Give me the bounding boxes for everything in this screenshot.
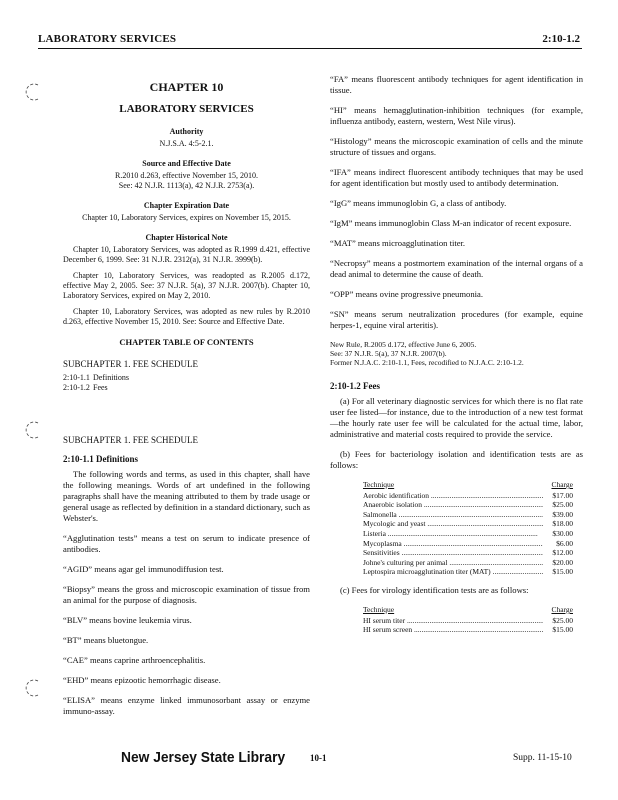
table-row [363,625,573,635]
table-row [363,529,573,539]
authority-heading: Authority [169,127,204,136]
left-column [63,74,310,726]
fees-paragraph-b: (b) Fees for bacteriology isolation and identification tests are as follows: [330,449,583,470]
definition-item: “SN” means serum neutralization procedures (for example, equine herpes-1, equine viral arteritis). [330,309,583,330]
source-heading: Source and Effective Date [142,159,231,168]
chapter-number: CHAPTER 10 [149,80,224,94]
toc-entry[interactable] [63,383,310,393]
table-row [363,519,573,529]
running-header-section: 2:10-1.2 [542,33,580,45]
definition-item: “HI” means hemagglutination-inhibition techniques (for example, influenza antibody, eastern, western, West Nile virus). [330,105,583,126]
fee-table-header [363,605,573,615]
history-note: Chapter 10, Laboratory Services, was adopted as new rules by R.2010 d.263, effective November 15, 2010. See: Source and Effective Date. [63,307,310,326]
subchapter-heading: SUBCHAPTER 1. FEE SCHEDULE [63,435,199,445]
expiration-heading: Chapter Expiration Date [143,201,230,210]
technique-name: Johne's culturing per animal ..... [363,558,543,568]
toc-entry[interactable] [63,373,310,383]
definition-item: “CAE” means caprine arthroencephalitis. [63,655,206,665]
punch-hole-icon [24,678,44,698]
source-note: New Rule, R.2005 d.172, effective June 6, 2005. See: 37 N.J.R. 5(a), 37 N.J.R. 2007(b). Former N.J.A.C. 2:10-1.1, Fees, recodified to N.J.A.C. 2:10-1.2. [330,340,524,367]
toc-entry-number: 2:10-1.2 [63,383,90,392]
definition-intro: The following words and terms, as used in this chapter, shall have the following meanings. Words of art undefined in the following paragraphs shall have the meaning attributed to them by trade usage or general usage as reflected by definition in a standard dictionary, such as Webster's. [63,469,310,523]
bacteriology-fee-table [363,480,573,577]
source-text: R.2010 d.263, effective November 15, 2010. See: 42 N.J.R. 1113(a), 42 N.J.R. 2753(a). [115,171,258,190]
charge-value: $15.00 [552,567,573,577]
running-header-title: LABORATORY SERVICES [38,33,177,45]
header-rule [38,48,582,49]
technique-name: HI serum titer ..... [363,616,543,626]
table-row [363,510,573,520]
charge-value: $25.00 [552,500,573,510]
charge-value: $30.00 [552,528,573,538]
definition-item: “Biopsy” means the gross and microscopic examination of tissue from an animal for the purpose of diagnosis. [63,584,310,605]
toc-entry-title: Fees [93,383,108,392]
table-row [363,491,573,501]
right-column [330,74,583,643]
charge-value: $12.00 [552,548,573,558]
technique-name: Aerobic identification ..... [363,491,543,501]
section-heading: 2:10-1.1 Definitions [63,454,138,464]
table-row [363,616,573,626]
section-heading: 2:10-1.2 Fees [330,381,380,391]
table-row [363,500,573,510]
library-watermark: New Jersey State Library [121,749,286,766]
toc-entry-number: 2:10-1.1 [63,373,90,382]
charge-value: $18.00 [552,519,573,529]
definition-item: “IgG” means immunoglobin G, a class of antibody. [330,198,507,208]
authority-text: N.J.S.A. 4:5-2.1. [159,139,214,148]
expiration-text: Chapter 10, Laboratory Services, expires on November 15, 2015. [82,213,291,222]
charge-value: $39.00 [552,509,573,519]
definition-item: “AGID” means agar gel immunodiffusion test. [63,564,224,574]
table-row [363,567,573,577]
technique-name: HI serum screen ..... [363,625,543,635]
chapter-title: LABORATORY SERVICES [119,103,254,115]
table-row [363,548,573,558]
technique-name: Anaerobic isolation ..... [363,500,543,510]
technique-name: Mycoplasma ..... [363,539,543,549]
technique-name: Sensitivities ..... [363,548,543,558]
definition-item: “EHD” means epizootic hemorrhagic disease. [63,675,221,685]
toc-subchapter: SUBCHAPTER 1. FEE SCHEDULE [63,359,199,369]
definition-item: “FA” means fluorescent antibody techniques for agent identification in tissue. [330,74,583,95]
definition-item: “MAT” means microagglutination titer. [330,238,466,248]
definition-item: “OPP” means ovine progressive pneumonia. [330,289,483,299]
technique-name: Leptospira microagglutination titer (MAT) ..... [363,567,543,577]
technique-column-header: Technique [363,480,395,489]
definition-item: “ELISA” means enzyme linked immunosorbant assay or enzyme immuno-assay. [63,695,310,716]
technique-name: Listeria ..... [363,529,543,539]
technique-column-header: Technique [363,604,395,614]
definition-item: “IFA” means indirect fluorescent antibody techniques that may be used for agent identification but mostly used to antibody determination. [330,167,583,188]
definition-item: “Histology” means the microscopic examination of cells and the minute structure of tissues and organs. [330,136,583,157]
page-number: 10-1 [310,753,327,763]
fees-paragraph-c: (c) Fees for virology identification tests are as follows: [340,584,529,595]
charge-value: $6.00 [556,538,573,548]
definition-item: “BLV” means bovine leukemia virus. [63,615,192,625]
definition-item: “Necropsy” means a postmortem examination of the internal organs of a dead animal to determine the cause of death. [330,258,583,279]
history-heading: Chapter Historical Note [145,233,228,242]
charge-column-header: Charge [551,480,573,489]
virology-fee-table [363,605,573,635]
definition-item: “IgM” means immunoglobin Class M-an indicator of recent exposure. [330,218,572,228]
table-row [363,558,573,568]
toc-entry-title: Definitions [93,373,129,382]
fees-paragraph-a: (a) For all veterinary diagnostic services for which there is no flat rate user fee listed—for instance, due to the introduction of a new test format—the hourly rate user fee will be calculated for the actual time, labor, administrative and material costs required to provide the service. [330,396,583,439]
charge-value: $17.00 [552,490,573,500]
toc-title: CHAPTER TABLE OF CONTENTS [119,337,254,347]
charge-value: $25.00 [552,615,573,625]
definition-item: “BT” means bluetongue. [63,635,149,645]
technique-name: Mycologic and yeast ..... [363,519,543,529]
fee-table-header [363,480,573,490]
supplement-date: Supp. 11-15-10 [513,753,572,763]
technique-name: Salmonella ..... [363,510,543,520]
punch-hole-icon [24,82,44,102]
charge-column-header: Charge [551,604,573,614]
charge-value: $15.00 [552,625,573,635]
definition-item: “Agglutination tests” means a test on serum to indicate presence of antibodies. [63,533,310,554]
table-row [363,539,573,549]
punch-hole-icon [24,420,44,440]
history-note: Chapter 10, Laboratory Services, was readopted as R.2005 d.172, effective May 2, 2005. See: 37 N.J.R. 5(a), 37 N.J.R. 2007(b). Chapter 10, Laboratory Services, expired on May 2, 2010. [63,271,310,300]
charge-value: $20.00 [552,557,573,567]
history-note: Chapter 10, Laboratory Services, was adopted as R.1999 d.421, effective December 6, 1999. See: 31 N.J.R. 2312(a), 31 N.J.R. 3999(b). [63,245,310,264]
